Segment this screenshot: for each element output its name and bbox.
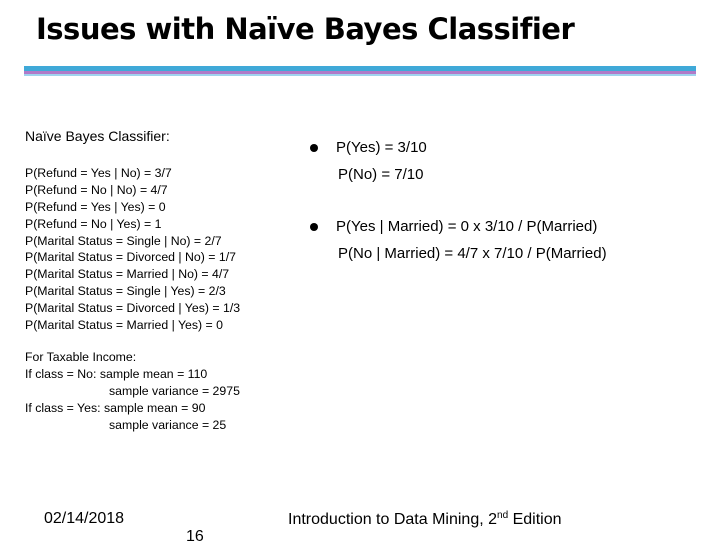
income-no-mean: If class = No: sample mean = 110 [25,366,208,381]
probability-line: P(Marital Status = Married | Yes) = 0 [25,318,223,333]
prior-yes: P(Yes) = 3/10 [336,139,427,156]
probability-line: P(Refund = Yes | No) = 3/7 [25,166,172,180]
probability-line: P(Refund = No | Yes) = 1 [25,216,162,231]
book-title-suffix: Edition [508,511,562,528]
probability-line: P(Marital Status = Married | No) = 4/7 [25,267,230,282]
bullet-dot-icon [310,144,318,152]
book-title-prefix: Introduction to Data Mining, 2 [288,511,498,528]
conditional-probability-list [25,165,240,334]
book-title-superscript: nd [497,510,509,521]
footer-book-title [288,510,562,529]
bullet-item [310,137,607,159]
income-no-variance: sample variance = 2975 [109,383,240,398]
footer-page-number: 16 [186,528,204,545]
posterior-yes-married: P(Yes | Married) = 0 x 3/10 / P(Married) [336,218,598,235]
footer-date: 02/14/2018 [44,510,125,527]
slide-title: Issues with Naïve Bayes Classifier [36,12,575,46]
probability-line: P(Refund = Yes | Yes) = 0 [25,199,166,214]
bullet-item [310,216,607,238]
income-heading: For Taxable Income: [25,350,137,364]
bullet-dot-icon [310,223,318,231]
probability-line: P(Marital Status = Single | Yes) = 2/3 [25,284,226,299]
prior-no: P(No) = 7/10 [338,166,424,183]
posterior-no-married: P(No | Married) = 4/7 x 7/10 / P(Married) [338,245,607,262]
income-yes-variance: sample variance = 25 [109,417,227,432]
classifier-heading: Naïve Bayes Classifier: [25,128,170,144]
probability-line: P(Marital Status = Divorced | Yes) = 1/3 [25,301,241,316]
probability-line: P(Marital Status = Divorced | No) = 1/7 [25,250,236,265]
probability-line: P(Refund = No | No) = 4/7 [25,182,168,197]
title-rule-bottom [24,74,696,76]
prior-probability-block [310,137,607,265]
taxable-income-block [25,349,240,434]
classifier-heading-block [25,128,315,144]
probability-line: P(Marital Status = Single | No) = 2/7 [25,233,222,248]
income-yes-mean: If class = Yes: sample mean = 90 [25,400,206,415]
